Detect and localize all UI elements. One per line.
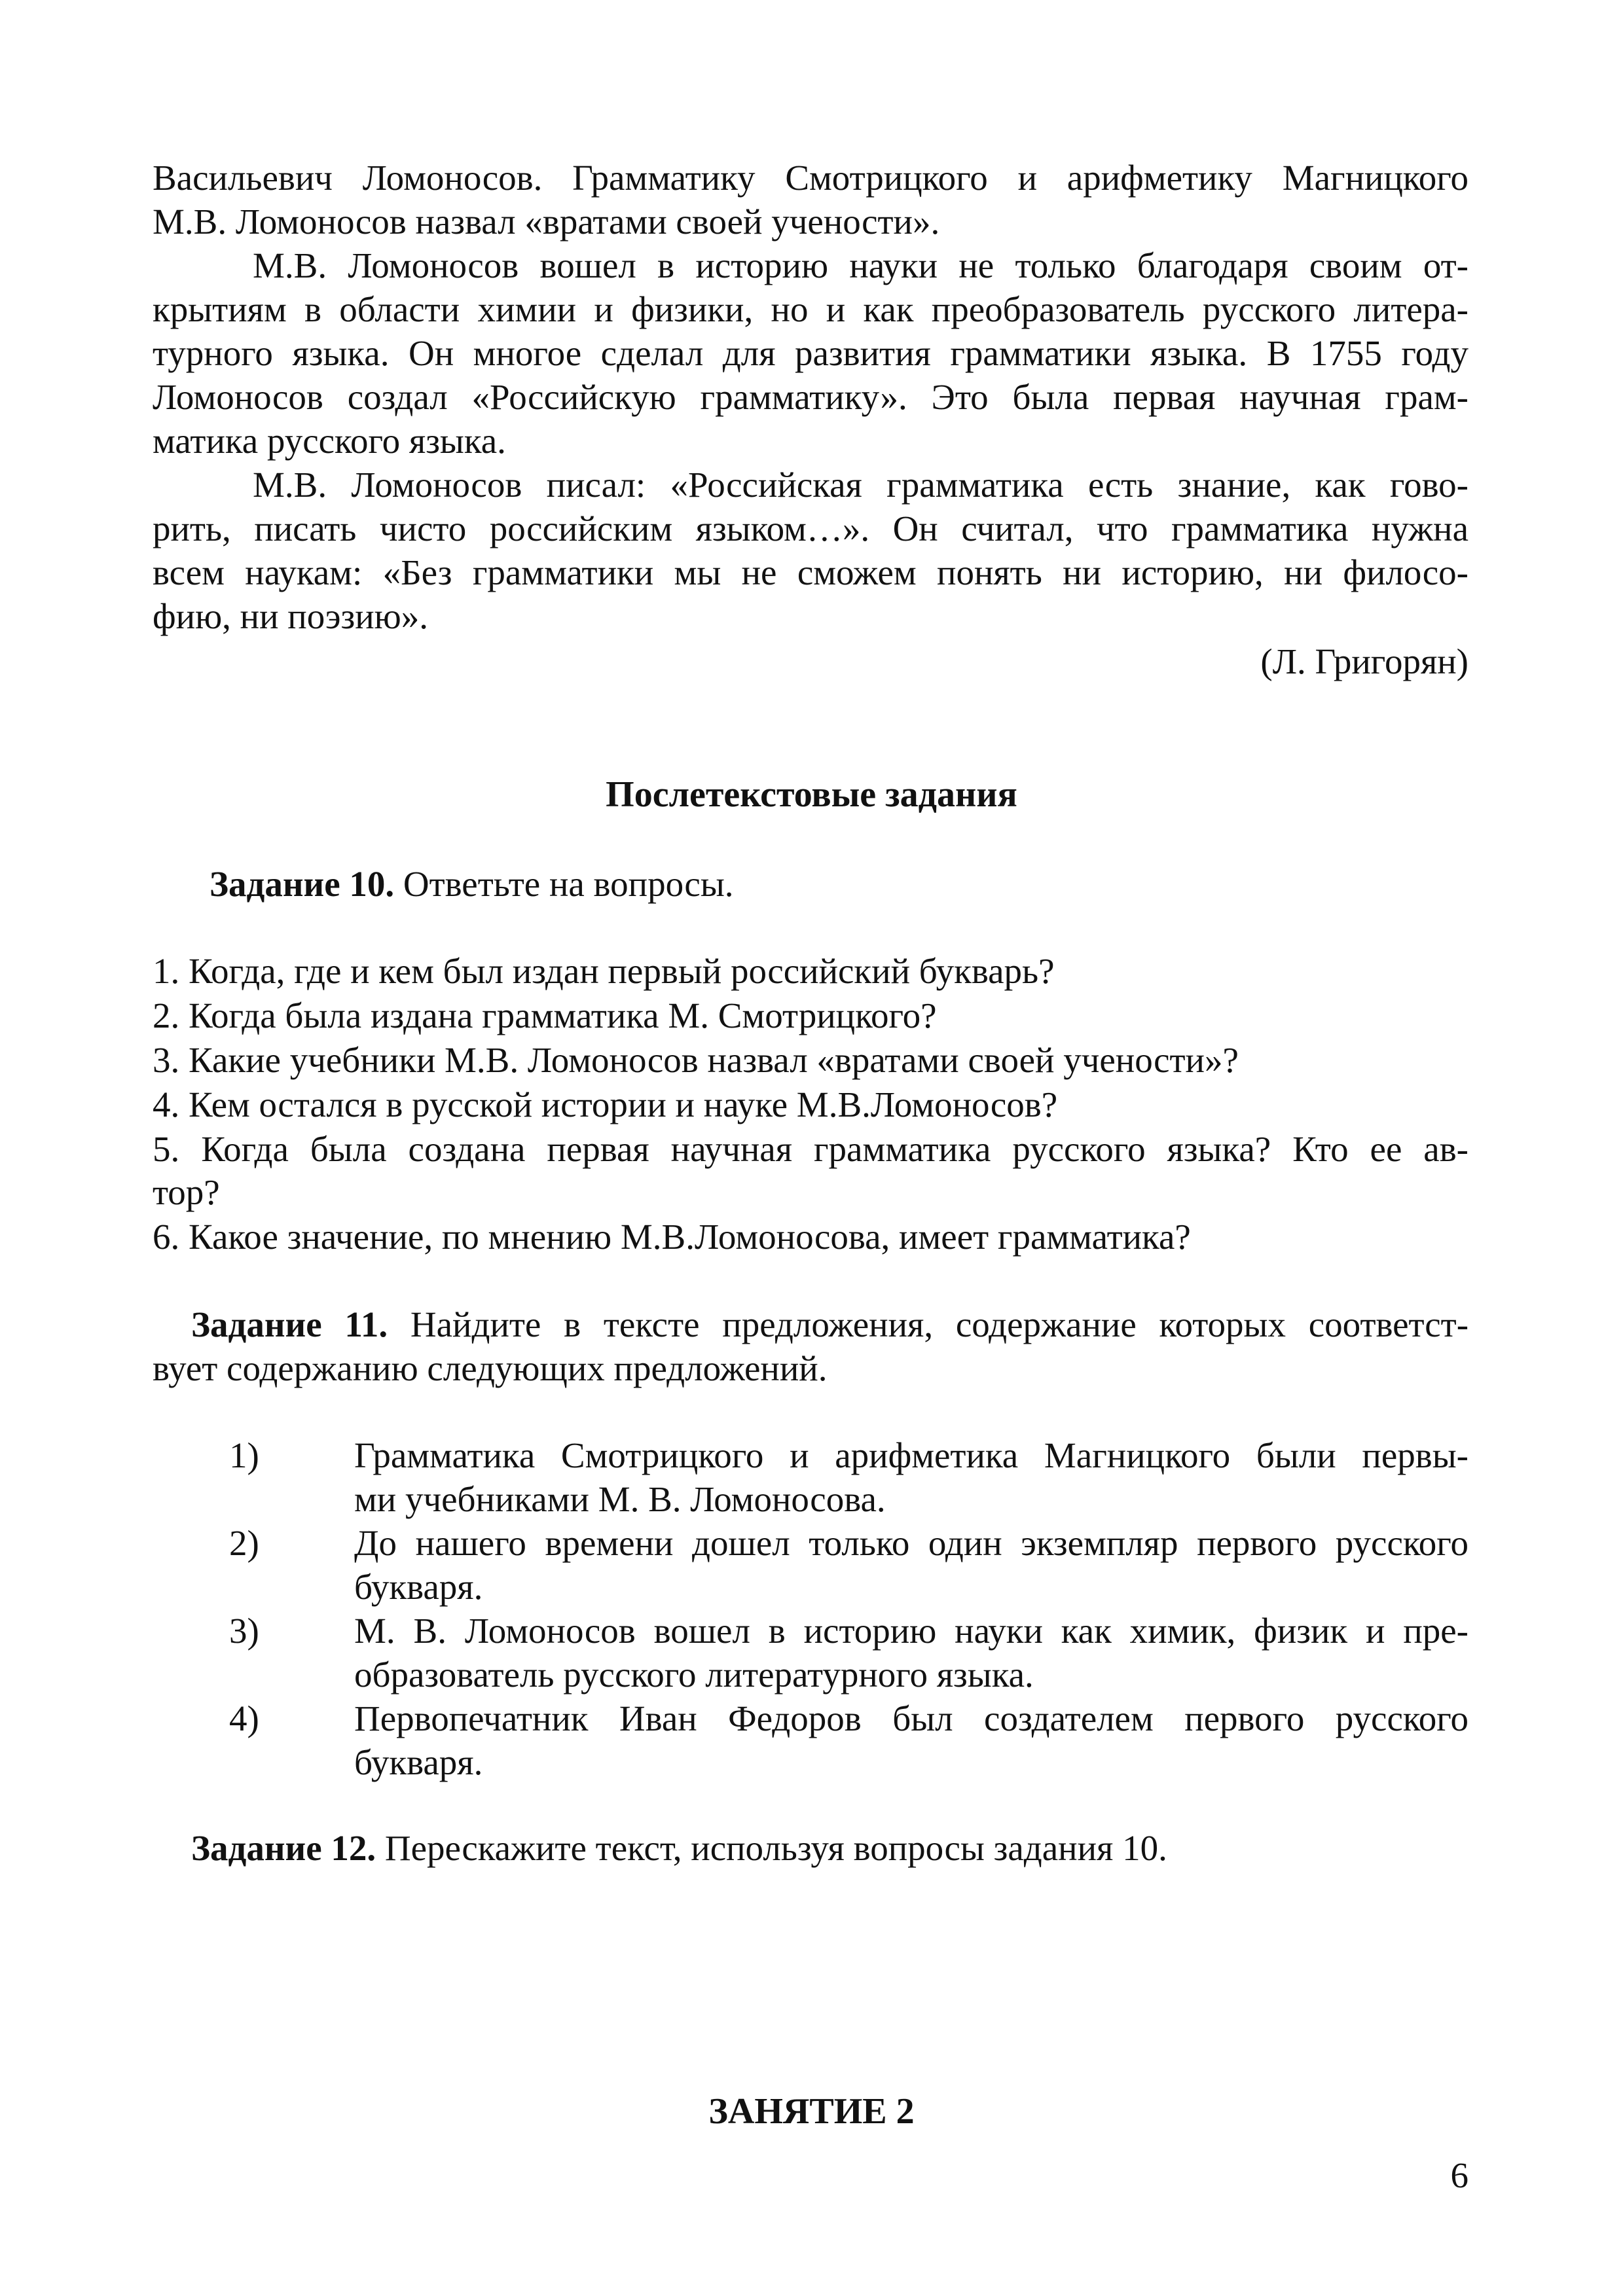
task10-text: Ответьте на вопросы. — [394, 864, 734, 904]
task11-item-4-line-1: Первопечатник Иван Федоров был создателем первого русского — [354, 1698, 1468, 1738]
task10-question-6: 6. Какое значение, по мнению М.В.Ломоносова, имеет грамматика? — [153, 1217, 1191, 1257]
task11-item-2-line-2: букваря. — [354, 1567, 483, 1607]
task11-item-1-line-2: ми учебниками М. В. Ломоносова. — [354, 1479, 886, 1519]
task10-question-5: 5. Когда была создана первая научная грамматика русского языка? Кто ее ав- — [153, 1129, 1468, 1169]
body-line-6: Ломоносов создал «Российскую грамматику». Это была первая научная грам- — [153, 377, 1468, 417]
task11-item-2-number: 2) — [229, 1523, 259, 1563]
body-line-5: турного языка. Он многое сделал для развития грамматики языка. В 1755 году — [153, 333, 1468, 373]
task11-item-3-number: 3) — [229, 1611, 259, 1651]
body-line-9: рить, писать чисто российским языком…». Он считал, что грамматика нужна — [153, 509, 1468, 548]
body-line-1: Васильевич Ломоносов. Грамматику Смотрицкого и арифметику Магницкого — [153, 158, 1468, 198]
task11-item-4-line-2: букваря. — [354, 1742, 483, 1782]
task11-item-3-line-1: М. В. Ломоносов вошел в историю науки как химик, физик и пре- — [354, 1611, 1468, 1651]
task11-item-2-line-1: До нашего времени дошел только один экземпляр первого русского — [354, 1523, 1468, 1563]
task11-item-1-line-1: Грамматика Смотрицкого и арифметика Магницкого были первы- — [354, 1435, 1468, 1475]
body-line-7: матика русского языка. — [153, 421, 506, 461]
body-line-3: М.В. Ломоносов вошел в историю науки не только благодаря своим от- — [253, 245, 1468, 285]
body-line-8: М.В. Ломоносов писал: «Российская грамматика есть знание, как гово- — [253, 465, 1468, 505]
author-attribution: (Л. Григорян) — [1260, 641, 1468, 681]
task11-item-4-number: 4) — [229, 1698, 259, 1738]
task11-heading — [191, 1302, 1468, 1347]
task10-question-2: 2. Когда была издана грамматика М. Смотрицкого? — [153, 996, 937, 1035]
task10-label: Задание 10. — [210, 864, 395, 904]
task12-text: Перескажите текст, используя вопросы задания 10. — [376, 1828, 1167, 1868]
body-line-2: М.В. Ломоносов назвал «вратами своей учености». — [153, 202, 940, 242]
task10-question-3: 3. Какие учебники М.В. Ломоносов назвал «вратами своей учености»? — [153, 1040, 1239, 1080]
task11-label: Задание 11. — [191, 1304, 388, 1344]
task10-heading — [210, 862, 1468, 906]
section-heading: Послетекстовые задания — [606, 774, 1017, 815]
task10-question-1: 1. Когда, где и кем был издан первый российский букварь? — [153, 951, 1055, 991]
page-number: 6 — [1450, 2155, 1468, 2195]
task11-item-3-line-2: образователь русского литературного языка. — [354, 1655, 1034, 1695]
task10-question-4: 4. Кем остался в русской истории и науке М.В.Ломоносов? — [153, 1085, 1058, 1124]
lesson-heading: ЗАНЯТИЕ 2 — [708, 2091, 915, 2132]
body-line-4: крытиям в области химии и физики, но и как преобразователь русского литера- — [153, 289, 1468, 329]
task11-item-1-number: 1) — [229, 1435, 259, 1475]
body-line-10: всем наукам: «Без грамматики мы не сможем понять ни историю, ни филосо- — [153, 552, 1468, 592]
task10-question-5-cont: тор? — [153, 1172, 220, 1212]
task12-label: Задание 12. — [191, 1828, 376, 1868]
task11-text-2: вует содержанию следующих предложений. — [153, 1348, 828, 1388]
body-line-11: фию, ни поэзию». — [153, 596, 428, 636]
task11-text-1: Найдите в тексте предложения, содержание которых соответст- — [388, 1304, 1469, 1344]
task12-heading — [191, 1826, 1468, 1871]
